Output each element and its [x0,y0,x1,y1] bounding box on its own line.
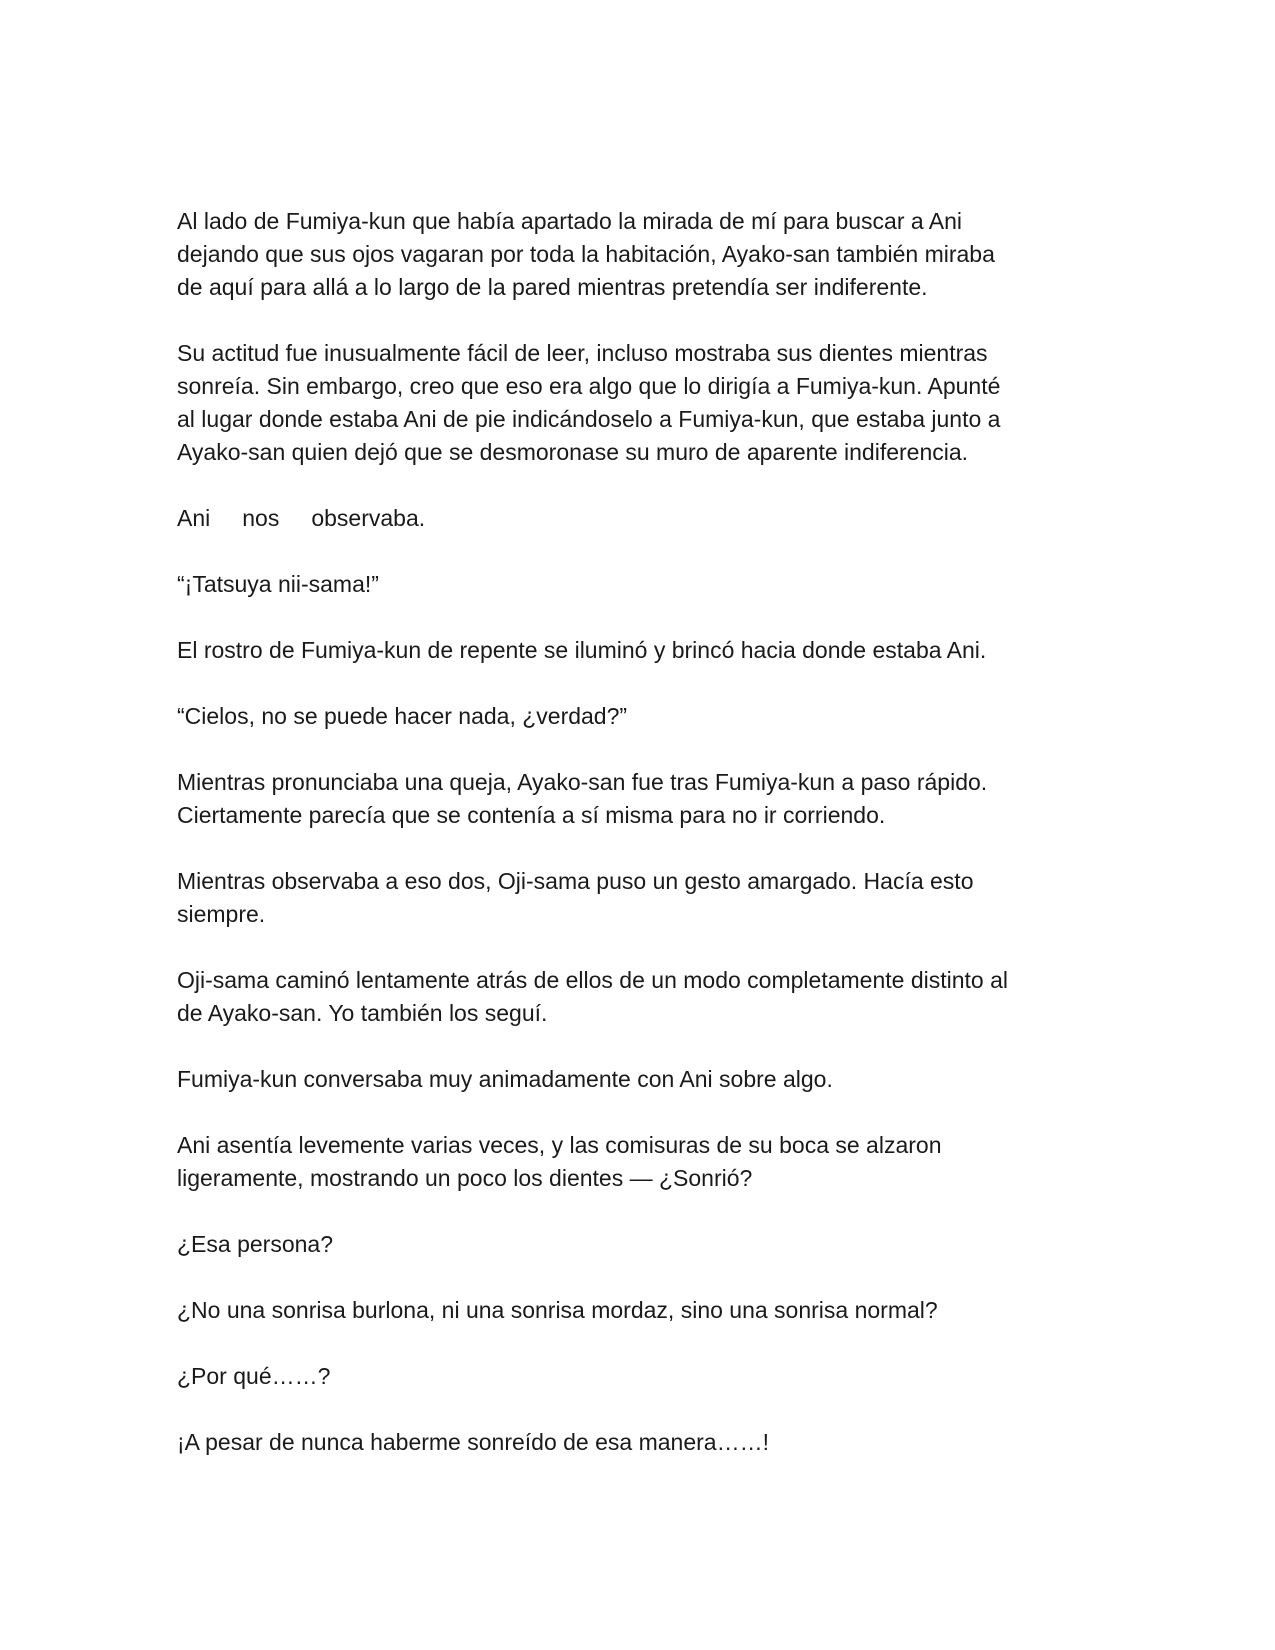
text-line: “Cielos, no se puede hacer nada, ¿verdad?” [177,703,628,729]
text-line: ¿Por qué……? [177,1363,331,1389]
paragraph [177,634,1097,667]
text-line: ¿No una sonrisa burlona, ni una sonrisa mordaz, sino una sonrisa normal? [177,1297,938,1323]
text-word: nos [242,505,280,531]
text-word: Ani [177,505,211,531]
text-line: “¡Tatsuya nii-sama!” [177,571,379,597]
paragraph [177,1129,1097,1195]
text-line: sonreía. Sin embargo, creo que eso era algo que lo dirigía a Fumiya-kun. Apunté [177,373,1001,399]
paragraph [177,502,1097,535]
text-line: Mientras observaba a eso dos, Oji-sama puso un gesto amargado. Hacía esto [177,868,974,894]
paragraph [177,1228,1097,1261]
paragraph [177,700,1097,733]
text-line: Ayako-san quien dejó que se desmoronase su muro de aparente indiferencia. [177,439,969,465]
paragraph [177,865,1097,931]
text-line: Al lado de Fumiya-kun que había apartado la mirada de mí para buscar a Ani [177,208,963,234]
paragraph [177,568,1097,601]
text-line: Su actitud fue inusualmente fácil de leer, incluso mostraba sus dientes mientras [177,340,988,366]
paragraph [177,1360,1097,1393]
text-line: Ani asentía levemente varias veces, y las comisuras de su boca se alzaron [177,1132,942,1158]
document-body [177,205,1097,1492]
paragraph [177,1063,1097,1096]
text-line: Fumiya-kun conversaba muy animadamente con Ani sobre algo. [177,1066,833,1092]
text-line: ¡A pesar de nunca haberme sonreído de esa manera……! [177,1429,769,1455]
text-line: al lugar donde estaba Ani de pie indicándoselo a Fumiya-kun, que estaba junto a [177,406,1001,432]
paragraph [177,205,1097,304]
text-line: El rostro de Fumiya-kun de repente se iluminó y brincó hacia donde estaba Ani. [177,637,987,663]
text-line: ligeramente, mostrando un poco los dientes — ¿Sonrió? [177,1165,753,1191]
paragraph [177,1426,1097,1459]
paragraph [177,337,1097,469]
paragraph [177,766,1097,832]
text-line: de aquí para allá a lo largo de la pared mientras pretendía ser indiferente. [177,274,928,300]
text-word: observaba. [311,505,426,531]
paragraph [177,964,1097,1030]
text-line: Mientras pronunciaba una queja, Ayako-san fue tras Fumiya-kun a paso rápido. [177,769,988,795]
text-line: de Ayako-san. Yo también los seguí. [177,1000,548,1026]
text-line: ¿Esa persona? [177,1231,333,1257]
text-line: Oji-sama caminó lentamente atrás de ellos de un modo completamente distinto al [177,967,1008,993]
text-line: siempre. [177,901,266,927]
text-line: dejando que sus ojos vagaran por toda la habitación, Ayako-san también miraba [177,241,995,267]
text-line: Ciertamente parecía que se contenía a sí misma para no ir corriendo. [177,802,886,828]
paragraph [177,1294,1097,1327]
